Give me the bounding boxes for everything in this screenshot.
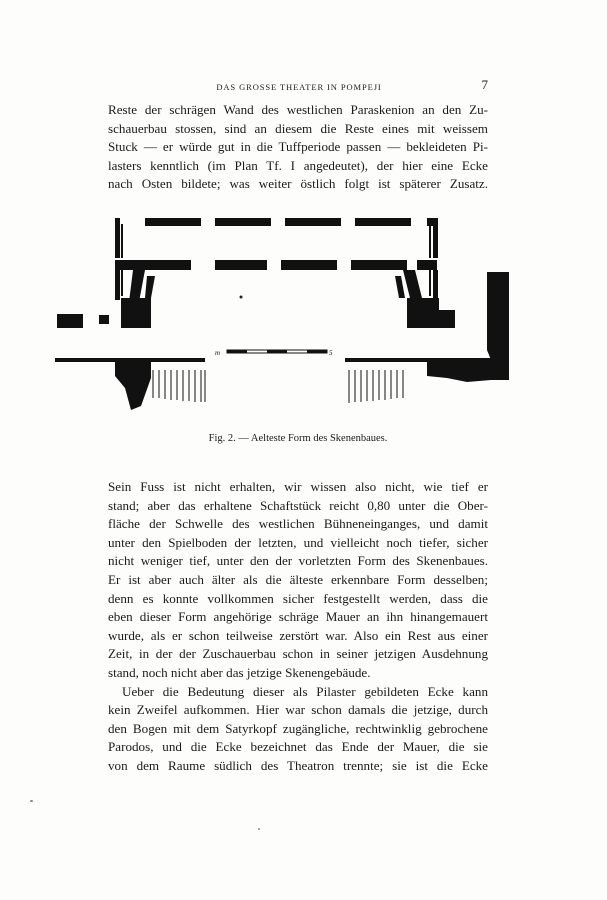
text-line: Ueber die Bedeutung dieser als Pilaster gebildeten Ecke kann (122, 683, 488, 699)
stage-front (55, 358, 505, 410)
text-line: den Bogen mit dem Satyrkopf zugängliche, rechtwinklig gebrochene (108, 720, 488, 736)
text-line: lasters kenntlich (im Plan Tf. I angedeutet), der hier eine Ecke (108, 157, 488, 173)
text-line: Stuck — er würde gut in die Tuffperiode passen — bekleideten Pi- (108, 139, 488, 155)
figure-caption: Fig. 2. — Aelteste Form des Skenenbaues. (208, 433, 388, 444)
scale-start-label: m (215, 349, 221, 357)
text-line: unter den Spielboden der letzten, und vielleicht noch tiefer, sicher (108, 534, 488, 550)
text-line: Zeit, in der der Zuschauerbau schon in seiner jetzigen Ausdehnung (108, 646, 488, 662)
text-line: kein Zweifel aufkommen. Hier war schon damals die jetzige, durch (108, 702, 488, 718)
west-pilaster (57, 298, 151, 328)
text-line: nicht weniger tief, unter den der vorletzten Form des Skenenbaues. (108, 553, 488, 569)
text-line: nach Osten bildete; was weiter östlich folgt ist späterer Zusatz. (108, 176, 488, 192)
scale-end-label: 5 (329, 349, 333, 357)
paper-speck (258, 828, 260, 830)
text-line: von dem Raume südlich des Theatron trennte; sie ist die Ecke (108, 757, 488, 773)
text-line: fläche der Schwelle des westlichen Bühneneinganges, und damit (108, 516, 488, 532)
text-line: Er ist aber auch älter als die älteste erkennbare Form desselben; (108, 571, 488, 587)
page-number: 7 (481, 77, 488, 92)
text-line: denn es konnte vollkommen sicher festgestellt werden, dass die (108, 590, 488, 606)
text-line: stand; aber das erhaltene Schaftstück reicht 0,80 unter die Ober- (108, 497, 488, 513)
text-line: Parodos, und die Ecke bezeichnet das Ende der Mauer, die sie (108, 739, 488, 755)
left-side-wall (115, 218, 123, 300)
axis-mark (240, 296, 243, 299)
text-line: wurde, als er schon teilweise zerstört war. Also ein Rest aus einer (108, 627, 488, 643)
right-side-wall (429, 218, 438, 300)
scale-bar (215, 349, 333, 357)
front-wall (115, 260, 437, 270)
text-line: eben dieser Form angehörige schräge Mauer an ihn hinangemauert (108, 609, 488, 625)
back-wall (115, 218, 437, 228)
ground-plan-figure (55, 210, 525, 420)
text-line: Reste der schrägen Wand des westlichen Paraskenion an den Zu- (108, 102, 488, 117)
orchestra-steps (153, 370, 403, 403)
paragraph-1 (108, 101, 488, 194)
text-line: Sein Fuss ist nicht erhalten, wir wissen also nicht, wie tief er (108, 479, 488, 494)
paraskenia (129, 270, 423, 302)
text-line: schauerbau stossen, sind an diesem die Reste eines mit weissem (108, 120, 488, 136)
paragraph-2 (108, 478, 488, 776)
running-title: DAS GROSSE THEATER IN POMPEJI (216, 82, 382, 92)
ground-plan-drawing (55, 210, 525, 420)
text-line: stand, noch nicht aber das jetzige Skenengebäude. (108, 664, 371, 680)
paper-speck (30, 800, 33, 802)
